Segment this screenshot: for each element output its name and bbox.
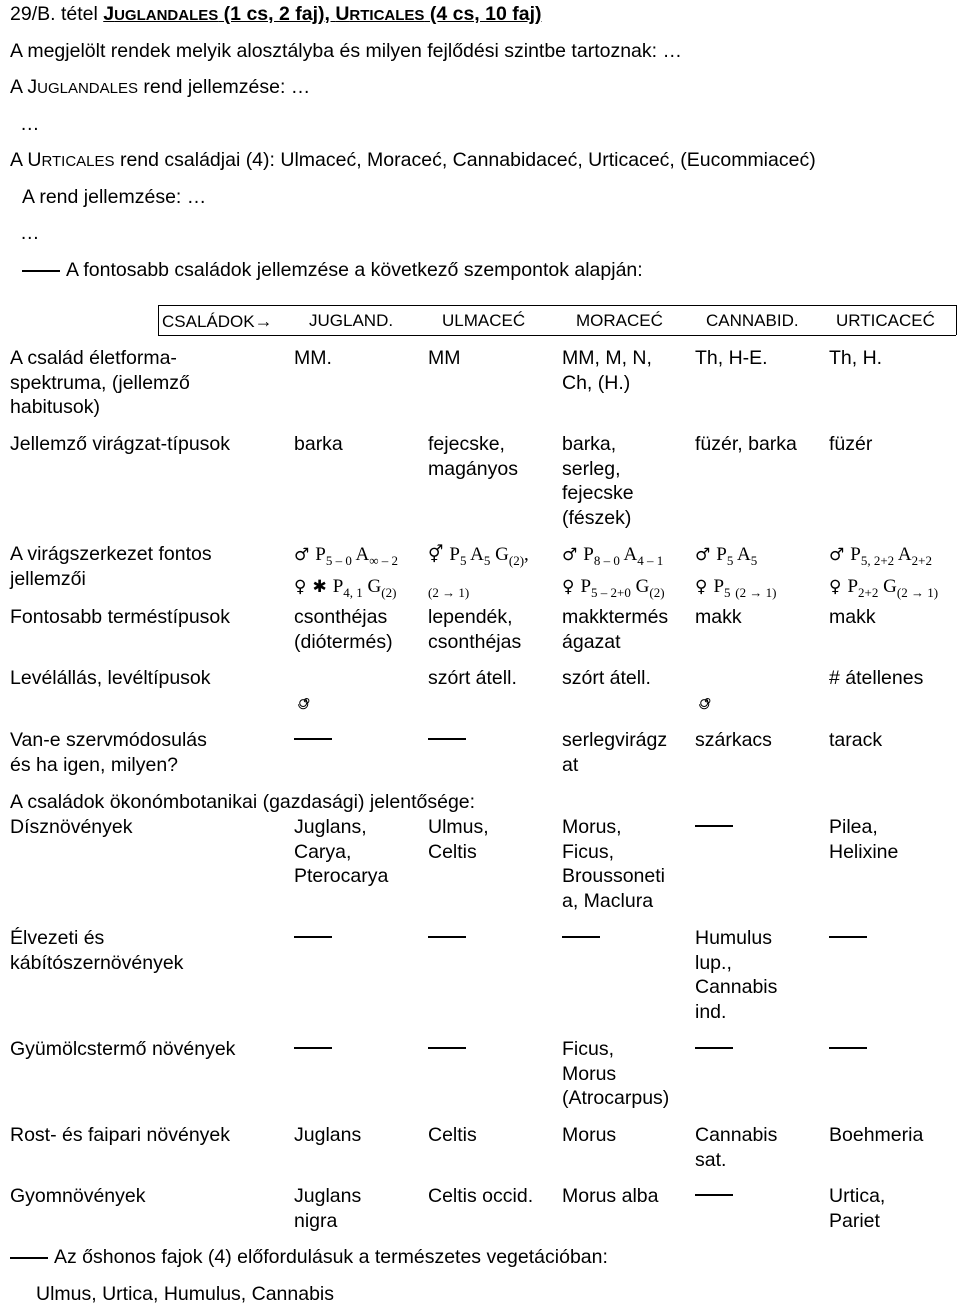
arrow-icon: →: [254, 311, 273, 331]
cell-gyom-cannabid: [695, 1184, 739, 1209]
row-label-levelallas: Levélállás, levéltípusok: [10, 667, 211, 689]
dash-icon: [428, 738, 466, 740]
q5-text: A fontosabb családok jellemzése a következő szempontok alapján:: [66, 259, 643, 281]
q2-end: rend jellemzése: …: [137, 76, 311, 98]
table-header-border: [158, 335, 956, 336]
female-symbol-icon: ♀: [829, 576, 842, 597]
cell-elvezeti-urticacec: [829, 926, 873, 951]
cell-gyom-ulmacec: Celtis occid.: [428, 1185, 534, 1207]
q3-end: rend családjai (4): Ulmaceć, Moraceć, Cannabidaceć, Urticaceć, (Eucommiaceć): [114, 149, 816, 171]
header-family-urticacec: URTICACEĆ: [836, 311, 935, 330]
male-symbol-icon: ♂: [562, 545, 578, 565]
table-top-border: [158, 305, 956, 306]
ellipsis-1: …: [20, 113, 40, 135]
cell-disz-urticacec: Pilea, Helixine: [829, 816, 899, 863]
formula-moracec-male: ♂ $P_{8 - 0}$ $A_{4 - 1}$: [562, 544, 664, 568]
dash-icon: [294, 1047, 332, 1049]
header-family-moracec: MORACEĆ: [576, 311, 663, 330]
table-right-border: [956, 305, 957, 335]
cell-levelallas-cannabid: [697, 666, 715, 715]
table-left-border: [158, 305, 159, 335]
spiral-icon: [296, 694, 314, 712]
formula-urticacec: [829, 542, 938, 606]
dash-icon: [22, 270, 60, 272]
title-prefix: 29/B. tétel: [10, 3, 104, 25]
header-family-cannabid: CANNABID.: [706, 311, 799, 330]
title-end: (4 cs, 10 faj): [424, 3, 542, 25]
cell-elvezeti-jugland: [294, 926, 338, 951]
row-label-elvezeti: Élvezeti és kábítószernövények: [10, 927, 184, 974]
asterisk-symbol-icon: ✱: [312, 576, 327, 597]
cell-disz-moracec: Morus, Ficus, Broussoneti a, Maclura: [562, 816, 665, 912]
cell-gyumolcs-moracec: Ficus, Morus (Atrocarpus): [562, 1038, 670, 1109]
q3-small: RTICALES: [41, 153, 115, 170]
dash-icon: [829, 1047, 867, 1049]
row-label-gyumolcs: Gyümölcstermő növények: [10, 1038, 236, 1060]
cell-gyumolcs-cannabid: [695, 1037, 739, 1062]
male-symbol-icon: ♂: [695, 545, 711, 565]
cell-szervmod-urticacec: tarack: [829, 729, 883, 751]
oshonos-text: Az őshonos fajok (4) előfordulásuk a természetes vegetációban:: [54, 1246, 608, 1268]
cell-elvezeti-ulmacec: [428, 926, 472, 951]
title-rticales: RTICALES: [349, 7, 425, 24]
cell-rost-jugland: Juglans: [294, 1124, 362, 1146]
title-mid: (1 cs, 2 faj),: [218, 3, 336, 25]
dash-icon: [562, 936, 600, 938]
ellipsis-2: …: [20, 222, 40, 244]
cell-eletforma-urticacec: Th, H.: [829, 347, 883, 369]
cell-levelallas-ulmacec: szórt átell.: [428, 667, 517, 689]
cell-disz-jugland: Juglans, Carya, Pterocarya: [294, 816, 389, 887]
cell-rost-moracec: Morus: [562, 1124, 617, 1146]
title-order-urticales: [335, 3, 424, 25]
q3-prefix: A U: [10, 149, 42, 171]
cell-szervmod-cannabid: szárkacs: [695, 729, 772, 751]
female-symbol-icon: ♀: [294, 576, 307, 597]
formula-cannabid-male: ♂ $P_5$ $A_5$: [695, 544, 758, 568]
cell-termes-jugland: csonthéjas (diótermés): [294, 606, 393, 653]
cell-gyumolcs-jugland: [294, 1037, 338, 1062]
formula-ulmacec-l1: ⚥ $P_5$ $A_5$ $G_{(2)}$,: [428, 544, 529, 568]
formula-cannabid-female: ♀ $P_5$ $_{(2 \to 1)}$: [695, 575, 777, 600]
row-label-viragzat: Jellemző virágzat-típusok: [10, 433, 231, 455]
oshonos-list: Ulmus, Urtica, Humulus, Cannabis: [36, 1283, 335, 1305]
csaladok-label: CSALÁDOK: [162, 312, 255, 331]
formula-ulmacec: [428, 542, 529, 606]
row-label-rost: Rost- és faipari növények: [10, 1124, 231, 1146]
formula-jugland-male: ♂ $P_{5 - 0}$ $A_{\infty - 2}$: [294, 544, 399, 568]
row-label-viragszerkezet: A virágszerkezet fontos jellemzői: [10, 543, 212, 590]
spiral-icon: [697, 694, 715, 712]
bisexual-symbol-icon: ⚥: [428, 545, 444, 565]
formula-moracec-female: ♀ $P_{5 - 2+0}$ $G_{(2)}$: [562, 575, 665, 600]
row-label-disz: Dísznövények: [10, 816, 133, 838]
dash-icon: [294, 738, 332, 740]
cell-gyom-urticacec: Urtica, Pariet: [829, 1185, 886, 1232]
row-label-termes: Fontosabb terméstípusok: [10, 606, 231, 628]
cell-rost-urticacec: Boehmeria: [829, 1124, 924, 1146]
question-2: [10, 75, 310, 101]
male-symbol-icon: ♂: [294, 545, 310, 565]
formula-jugland-female: ♀ ✱ $P_{4, 1}$ $G_{(2)}$: [294, 575, 397, 600]
cell-disz-ulmacec: Ulmus, Celtis: [428, 816, 489, 863]
cell-eletforma-moracec: MM, M, N, Ch, (H.): [562, 347, 652, 394]
cell-viragzat-jugland: barka: [294, 433, 343, 455]
formula-moracec: [562, 542, 665, 606]
q2-prefix: A J: [10, 76, 38, 98]
dash-icon: [428, 1047, 466, 1049]
cell-gyumolcs-ulmacec: [428, 1037, 472, 1062]
cell-gyumolcs-urticacec: [829, 1037, 873, 1062]
title-j: J: [103, 3, 115, 25]
formula-ulmacec-l2: (2 → 1): [428, 584, 470, 600]
title-uglandales: UGLANDALES: [114, 7, 219, 24]
formula-urticacec-female: ♀ $P_{2+2}$ $G_{(2 \to 1)}$: [829, 575, 939, 600]
male-symbol-icon: ♂: [829, 545, 845, 565]
formula-cannabid: [695, 542, 776, 606]
dash-icon: [10, 1257, 48, 1259]
cell-termes-ulmacec: lependék, csonthéjas: [428, 606, 522, 653]
cell-viragzat-moracec: barka, serleg, fejecske (fészek): [562, 433, 634, 529]
header-family-jugland: JUGLAND.: [309, 311, 394, 330]
row-label-szervmod: Van-e szervmódosulás és ha igen, milyen?: [10, 729, 207, 776]
cell-szervmod-ulmacec: [428, 728, 472, 753]
cell-viragzat-cannabid: füzér, barka: [695, 433, 797, 455]
formula-jugland: [294, 542, 398, 606]
cell-levelallas-urticacec: # átellenes: [829, 667, 924, 689]
cell-eletforma-cannabid: Th, H-E.: [695, 347, 768, 369]
oshonos-heading: [10, 1245, 608, 1269]
female-symbol-icon: ♀: [562, 576, 575, 597]
cell-rost-ulmacec: Celtis: [428, 1124, 477, 1146]
question-5: [22, 258, 643, 282]
cell-gyom-jugland: Juglans nigra: [294, 1185, 362, 1232]
dash-icon: [294, 936, 332, 938]
cell-eletforma-ulmacec: MM: [428, 347, 461, 369]
cell-elvezeti-cannabid: Humulus lup., Cannabis ind.: [695, 927, 778, 1023]
cell-szervmod-jugland: [294, 728, 338, 753]
dash-icon: [695, 1047, 733, 1049]
header-family-ulmacec: ULMACEĆ: [442, 311, 526, 330]
cell-eletforma-jugland: MM.: [294, 347, 332, 369]
title-u: U: [335, 3, 350, 25]
cell-szervmod-moracec: serlegvirágz at: [562, 729, 668, 776]
question-4: A rend jellemzése: …: [22, 186, 207, 208]
formula-urticacec-male: ♂ $P_{5, 2+2}$ $A_{2+2}$: [829, 544, 932, 568]
table-header-csaladok: [162, 309, 273, 334]
cell-viragzat-ulmacec: fejecske, magányos: [428, 433, 518, 480]
title-line: [10, 2, 541, 28]
dash-icon: [695, 1194, 733, 1196]
cell-termes-urticacec: makk: [829, 606, 876, 628]
row-label-eletforma: A család életforma- spektruma, (jellemző habitusok): [10, 347, 190, 418]
dash-icon: [829, 936, 867, 938]
cell-levelallas-moracec: szórt átell.: [562, 667, 651, 689]
cell-termes-cannabid: makk: [695, 606, 742, 628]
question-3: [10, 148, 816, 174]
cell-gyom-moracec: Morus alba: [562, 1185, 659, 1207]
title-order-juglandales: [103, 3, 218, 25]
dash-icon: [428, 936, 466, 938]
dash-icon: [695, 825, 733, 827]
cell-termes-moracec: makktermés ágazat: [562, 606, 669, 653]
cell-disz-cannabid: [695, 815, 739, 840]
female-symbol-icon: ♀: [695, 576, 708, 597]
q2-small: UGLANDALES: [37, 80, 138, 97]
okonom-title: A családok ökonómbotanikai (gazdasági) jelentősége:: [10, 791, 476, 813]
cell-rost-cannabid: Cannabis sat.: [695, 1124, 778, 1171]
cell-viragzat-urticacec: füzér: [829, 433, 873, 455]
cell-elvezeti-moracec: [562, 926, 606, 951]
row-label-gyom: Gyomnövények: [10, 1185, 146, 1207]
question-1: A megjelölt rendek melyik alosztályba és milyen fejlődési szintbe tartoznak: …: [10, 40, 682, 62]
cell-levelallas-jugland: [296, 666, 314, 715]
